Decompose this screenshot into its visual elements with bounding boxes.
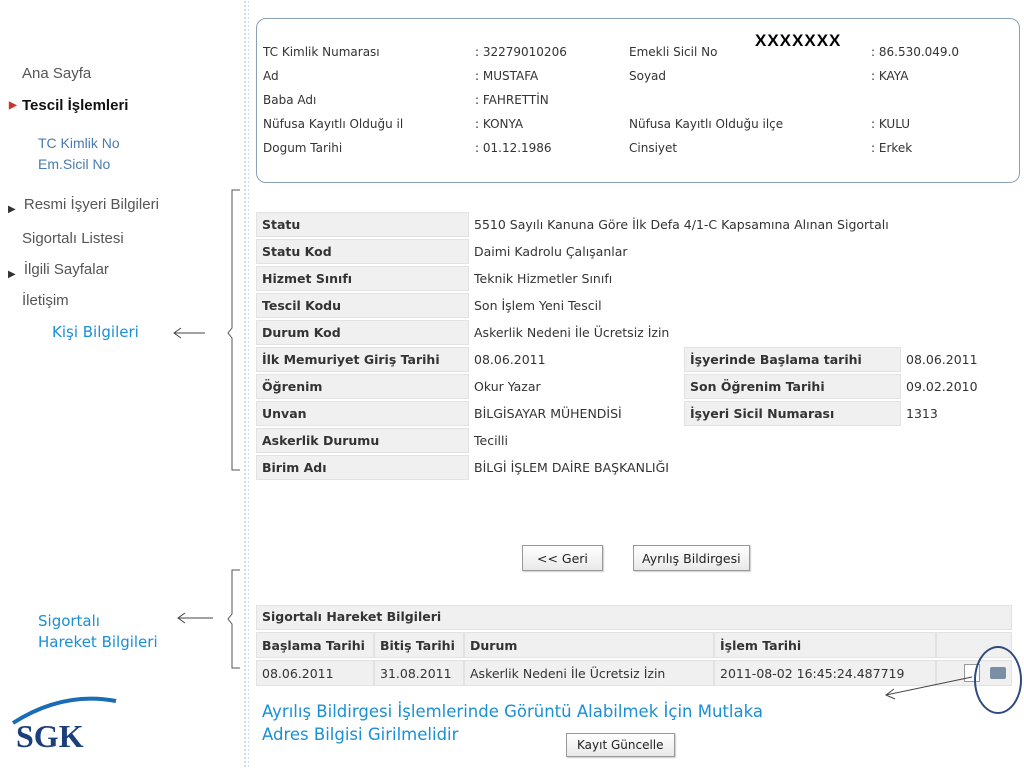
birim-adi-label: Birim Adı: [256, 455, 469, 480]
sidebar-item-label: Resmi İşyeri Bilgileri: [23, 196, 159, 213]
field-label: Nüfusa Kayıtlı Olduğu ilçe: [629, 117, 784, 131]
table-row: [256, 455, 1011, 480]
field-label: Nüfusa Kayıtlı Olduğu il: [263, 117, 404, 131]
svg-text:SGK: SGK: [16, 718, 84, 754]
kayit-guncelle-button[interactable]: Kayıt Güncelle: [566, 733, 675, 757]
caret-right-icon: ▶: [9, 100, 17, 111]
annotation-hareket-bilgileri: Hareket Bilgileri: [38, 633, 158, 651]
table-cell: 2011-08-02 16:45:24.487719: [714, 660, 936, 686]
caret-right-icon: ▶: [8, 269, 16, 280]
caret-right-icon: ▶: [8, 204, 16, 215]
divider: [243, 0, 249, 768]
statu-value: 5510 Sayılı Kanuna Göre İlk Defa 4/1-C Kapsamına Alınan Sigortalı: [474, 217, 889, 232]
table-row: [256, 428, 1011, 453]
field-label: Dogum Tarihi: [263, 141, 343, 155]
column-header: İşlem Tarihi: [714, 632, 936, 658]
field-label: Baba Adı: [263, 93, 317, 107]
warning-line: Ayrılış Bildirgesi İşlemlerinde Görüntü Alabilmek İçin Mutlaka: [262, 702, 763, 721]
isyeri-baslama-value: 08.06.2011: [906, 352, 978, 367]
field-value: : KONYA: [475, 117, 524, 131]
masked-label: XXXXXXX: [755, 31, 842, 50]
annotation-kisi-bilgileri: Kişi Bilgileri: [52, 323, 139, 341]
annotation-arrows: [0, 0, 250, 768]
sidebar-subitem-em-sicil-no[interactable]: Em.Sicil No: [38, 156, 111, 172]
table-row: [256, 212, 1011, 237]
sidebar-item-label: İlgili Sayfalar: [23, 261, 109, 278]
tescil-kodu-value: Son İşlem Yeni Tescil: [474, 298, 602, 313]
table-row: [256, 239, 1011, 264]
table-row: [256, 293, 1011, 318]
field-label: TC Kimlik Numarası: [263, 45, 380, 59]
table-row: [256, 374, 1011, 399]
annotation-arrow: [880, 672, 980, 702]
ogrenim-value: Okur Yazar: [474, 379, 541, 394]
warning-line: Adres Bilgisi Girilmelidir: [262, 725, 459, 744]
sidebar-item-iletisim[interactable]: İletişim: [22, 292, 69, 309]
person-info-panel: [256, 18, 1020, 183]
ayrilis-bildirgesi-button[interactable]: Ayrılış Bildirgesi: [633, 545, 750, 571]
table-cell: Askerlik Nedeni İle Ücretsiz İzin: [464, 660, 714, 686]
hizmet-sinifi-label: Hizmet Sınıfı: [256, 266, 469, 291]
field-value: : 86.530.049.0: [871, 45, 960, 59]
field-label: Ad: [263, 69, 279, 83]
column-header: Bitiş Tarihi: [374, 632, 464, 658]
hareket-title: Sigortalı Hareket Bilgileri: [256, 605, 1012, 630]
birim-adi-value: BİLGİ İŞLEM DAİRE BAŞKANLIĞI: [474, 460, 669, 475]
field-value: : 32279010206: [475, 45, 567, 59]
durum-kod-label: Durum Kod: [256, 320, 469, 345]
statu-kod-value: Daimi Kadrolu Çalışanlar: [474, 244, 628, 259]
table-row: [256, 347, 1011, 372]
column-header: Durum: [464, 632, 714, 658]
sidebar-subitem-tc-kimlik-no[interactable]: TC Kimlik No: [38, 135, 120, 151]
unvan-value: BİLGİSAYAR MÜHENDİSİ: [474, 406, 622, 421]
table-header-row: [256, 632, 1012, 658]
field-value: : 01.12.1986: [475, 141, 552, 155]
table-cell: 08.06.2011: [256, 660, 374, 686]
ilk-memuriyet-value: 08.06.2011: [474, 352, 546, 367]
insured-info-table: [256, 210, 1011, 482]
statu-label: Statu: [256, 212, 469, 237]
field-value: : KAYA: [871, 69, 909, 83]
field-label: Emekli Sicil No: [629, 45, 718, 59]
column-header: Başlama Tarihi: [256, 632, 374, 658]
warning-text: [262, 700, 763, 746]
annotation-sigortali: Sigortalı: [38, 612, 100, 630]
field-value: : FAHRETTİN: [475, 93, 549, 107]
ilk-memuriyet-label: İlk Memuriyet Giriş Tarihi: [256, 347, 469, 372]
field-value: : Erkek: [871, 141, 913, 155]
askerlik-value: Tecilli: [474, 433, 508, 448]
tescil-kodu-label: Tescil Kodu: [256, 293, 469, 318]
sidebar-item-label: Tescil İşlemleri: [22, 97, 129, 114]
unvan-label: Unvan: [256, 401, 469, 426]
ogrenim-label: Öğrenim: [256, 374, 469, 399]
field-value: : MUSTAFA: [475, 69, 539, 83]
isyeri-sicil-label: İşyeri Sicil Numarası: [684, 401, 901, 426]
back-button[interactable]: << Geri: [522, 545, 603, 571]
highlight-circle: [974, 646, 1022, 714]
table-row: [256, 266, 1011, 291]
son-ogrenim-label: Son Öğrenim Tarihi: [684, 374, 901, 399]
statu-kod-label: Statu Kod: [256, 239, 469, 264]
field-label: Cinsiyet: [629, 141, 678, 155]
sidebar-item-sigortali-listesi[interactable]: Sigortalı Listesi: [22, 230, 124, 247]
sidebar-item-ana-sayfa[interactable]: Ana Sayfa: [22, 65, 92, 82]
isyeri-baslama-label: İşyerinde Başlama tarihi: [684, 347, 901, 372]
table-cell: 31.08.2011: [374, 660, 464, 686]
isyeri-sicil-value: 1313: [906, 406, 938, 421]
durum-kod-value: Askerlik Nedeni İle Ücretsiz İzin: [474, 325, 670, 340]
field-value: : KULU: [871, 117, 911, 131]
hizmet-sinifi-value: Teknik Hizmetler Sınıfı: [474, 271, 613, 286]
table-row: [256, 320, 1011, 345]
son-ogrenim-value: 09.02.2010: [906, 379, 978, 394]
field-label: Soyad: [629, 69, 667, 83]
table-row: [256, 401, 1011, 426]
askerlik-label: Askerlik Durumu: [256, 428, 469, 453]
